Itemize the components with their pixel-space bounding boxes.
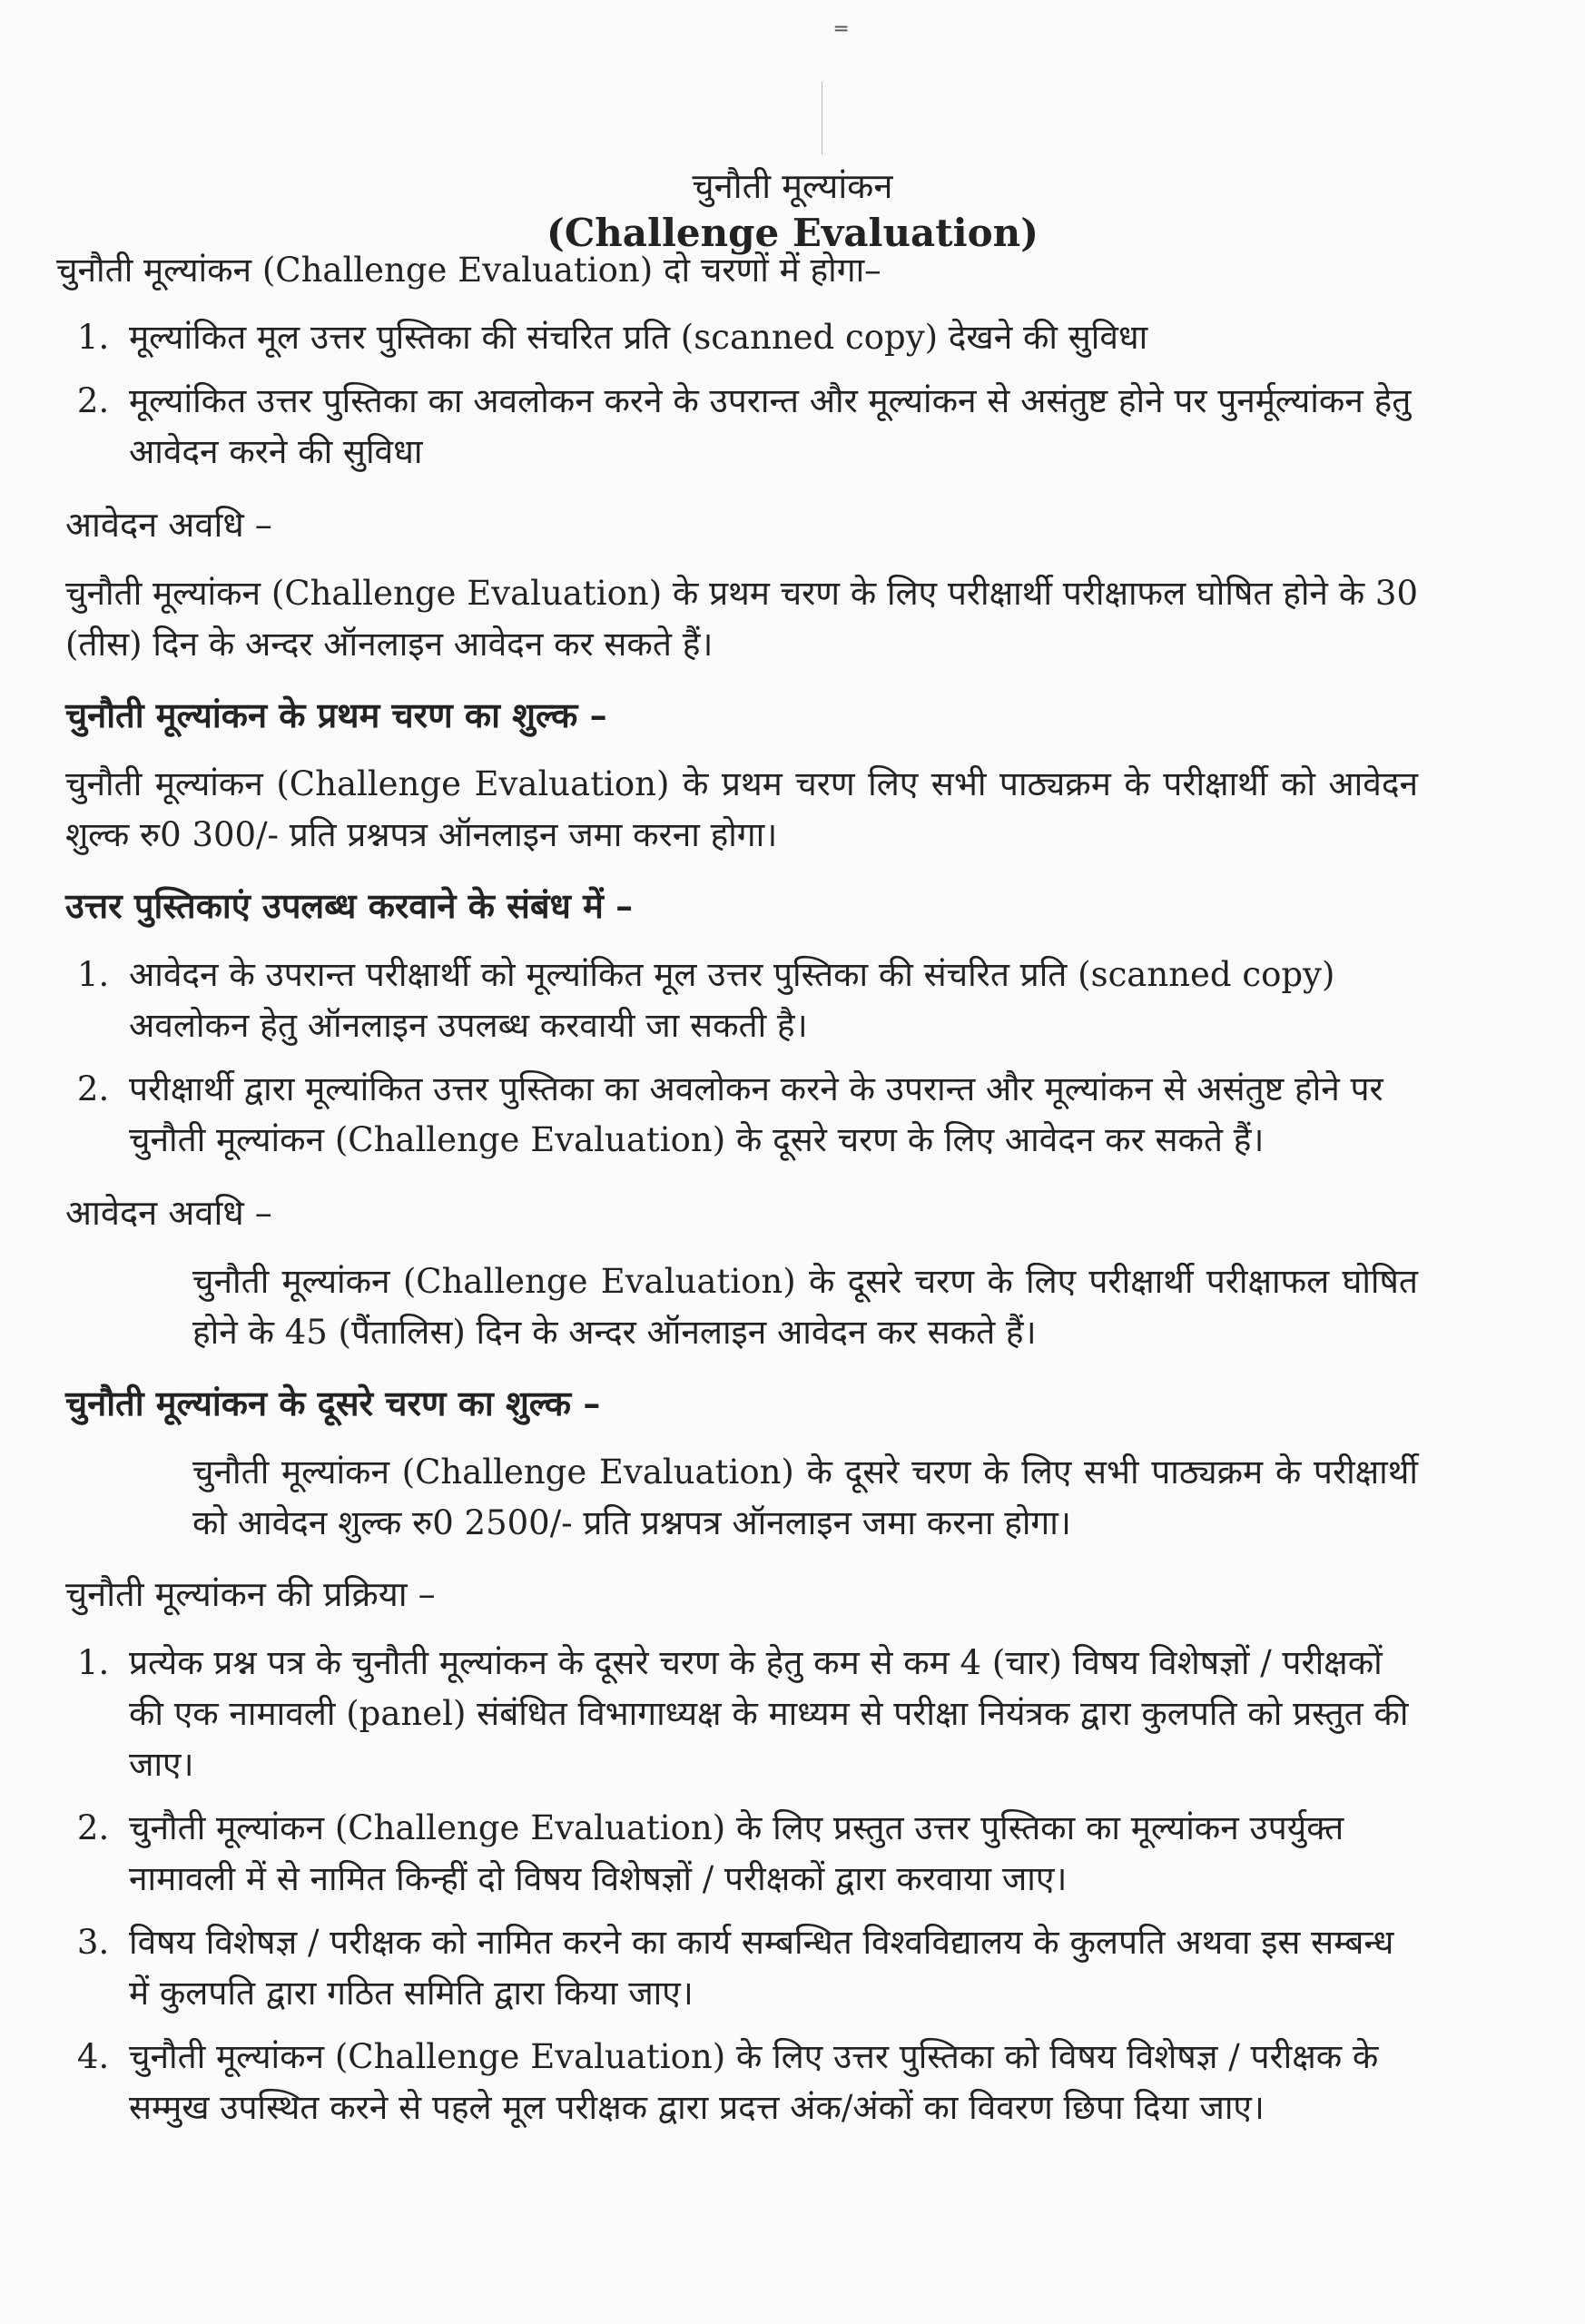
section-text-period2: चुनौती मूल्यांकन (Challenge Evaluation) के दूसरे चरण के लिए परीक्षार्थी परीक्षाफल घोषित होने के 45 (पैंतालिस) दिन के अन्दर ऑनलाइन आवेदन कर सकते हैं। [192,1262,1418,1352]
list-item: 2. चुनौती मूल्यांकन (Challenge Evaluation) के लिए प्रस्तुत उत्तर पुस्तिका का मूल्यांकन उपर्युक्त नामावली में से नामित किन्हीं दो विषय विशेषज्ञों / परीक्षकों द्वारा करवाया जाए। [120,1803,1418,1905]
section-text-fee1: चुनौती मूल्यांकन (Challenge Evaluation) के प्रथम चरण लिए सभी पाठ्यक्रम के परीक्षार्थी को आवेदन शुल्क रु0 300/- प्रति प्रश्नपत्र ऑनलाइन जमा करना होगा। [65,764,1418,854]
list-item: 2. परीक्षार्थी द्वारा मूल्यांकित उत्तर पुस्तिका का अवलोकन करने के उपरान्त और मूल्यांकन से असंतुष्ट होने पर चुनौती मूल्यांकन (Challenge Evaluation) के दूसरे चरण के लिए आवेदन कर सकते हैं। [120,1064,1418,1166]
document-body [56,245,1418,2155]
phases-list [56,312,1418,478]
title-hindi: चुनौती मूल्यांकन [692,166,893,206]
list-item: 1. आवेदन के उपरान्त परीक्षार्थी को मूल्यांकित मूल उत्तर पुस्तिका की संचरित प्रति (scanned copy) अवलोकन हेतु ऑनलाइन उपलब्ध करवायी जा सकती है। [120,950,1418,1051]
title-english: (Challenge Evaluation) [546,211,1039,255]
intro-text: चुनौती मूल्यांकन (Challenge Evaluation) दो चरणों में होगा– [56,251,881,290]
list-item: 3. विषय विशेषज्ञ / परीक्षक को नामित करने का कार्य सम्बन्धित विश्वविद्यालय के कुलपति अथवा इस सम्बन्ध में कुलपति द्वारा गठित समिति द्वारा किया जाए। [120,1917,1418,2019]
process-list [56,1638,1418,2133]
section-heading-fee1: चुनौती मूल्यांकन के प्रथम चरण का शुल्क – [65,694,607,735]
section-heading-process: चुनौती मूल्यांकन की प्रक्रिया – [65,1574,436,1614]
list-item: 1. मूल्यांकित मूल उत्तर पुस्तिका की संचरित प्रति (scanned copy) देखने की सुविधा [120,312,1418,363]
section-heading-availability: उत्तर पुस्तिकाएं उपलब्ध करवाने के संबंध में – [65,885,634,926]
section-heading-fee2: चुनौती मूल्यांकन के दूसरे चरण का शुल्क – [65,1383,601,1423]
scan-mark: ═ [835,18,852,41]
availability-list [56,950,1418,1166]
section-heading-period1: आवेदन अवधि – [65,505,272,545]
section-text-period1: चुनौती मूल्यांकन (Challenge Evaluation) के प्रथम चरण के लिए परीक्षार्थी परीक्षाफल घोषित होने के 30 (तीस) दिन के अन्दर ऑनलाइन आवेदन कर सकते हैं। [65,574,1418,664]
section-text-fee2: चुनौती मूल्यांकन (Challenge Evaluation) के दूसरे चरण के लिए सभी पाठ्यक्रम के परीक्षार्थी को आवेदन शुल्क रु0 2500/- प्रति प्रश्नपत्र ऑनलाइन जमा करना होगा। [192,1452,1418,1542]
list-item: 2. मूल्यांकित उत्तर पुस्तिका का अवलोकन करने के उपरान्त और मूल्यांकन से असंतुष्ट होने पर पुनर्मूल्यांकन हेतु आवेदन करने की सुविधा [120,376,1418,478]
list-item: 4. चुनौती मूल्यांकन (Challenge Evaluation) के लिए उत्तर पुस्तिका को विषय विशेषज्ञ / परीक्षक के सम्मुख उपस्थित करने से पहले मूल परीक्षक द्वारा प्रदत्त अंक/अंकों का विवरण छिपा दिया जाए। [120,2032,1418,2133]
section-heading-period2: आवेदन अवधि – [65,1193,272,1233]
list-item: 1. प्रत्येक प्रश्न पत्र के चुनौती मूल्यांकन के दूसरे चरण के हेतु कम से कम 4 (चार) विषय विशेषज्ञों / परीक्षकों की एक नामावली (panel) संबंधित विभागाध्यक्ष के माध्यम से परीक्षा नियंत्रक द्वारा कुलपति को प्रस्तुत की जाए। [120,1638,1418,1790]
